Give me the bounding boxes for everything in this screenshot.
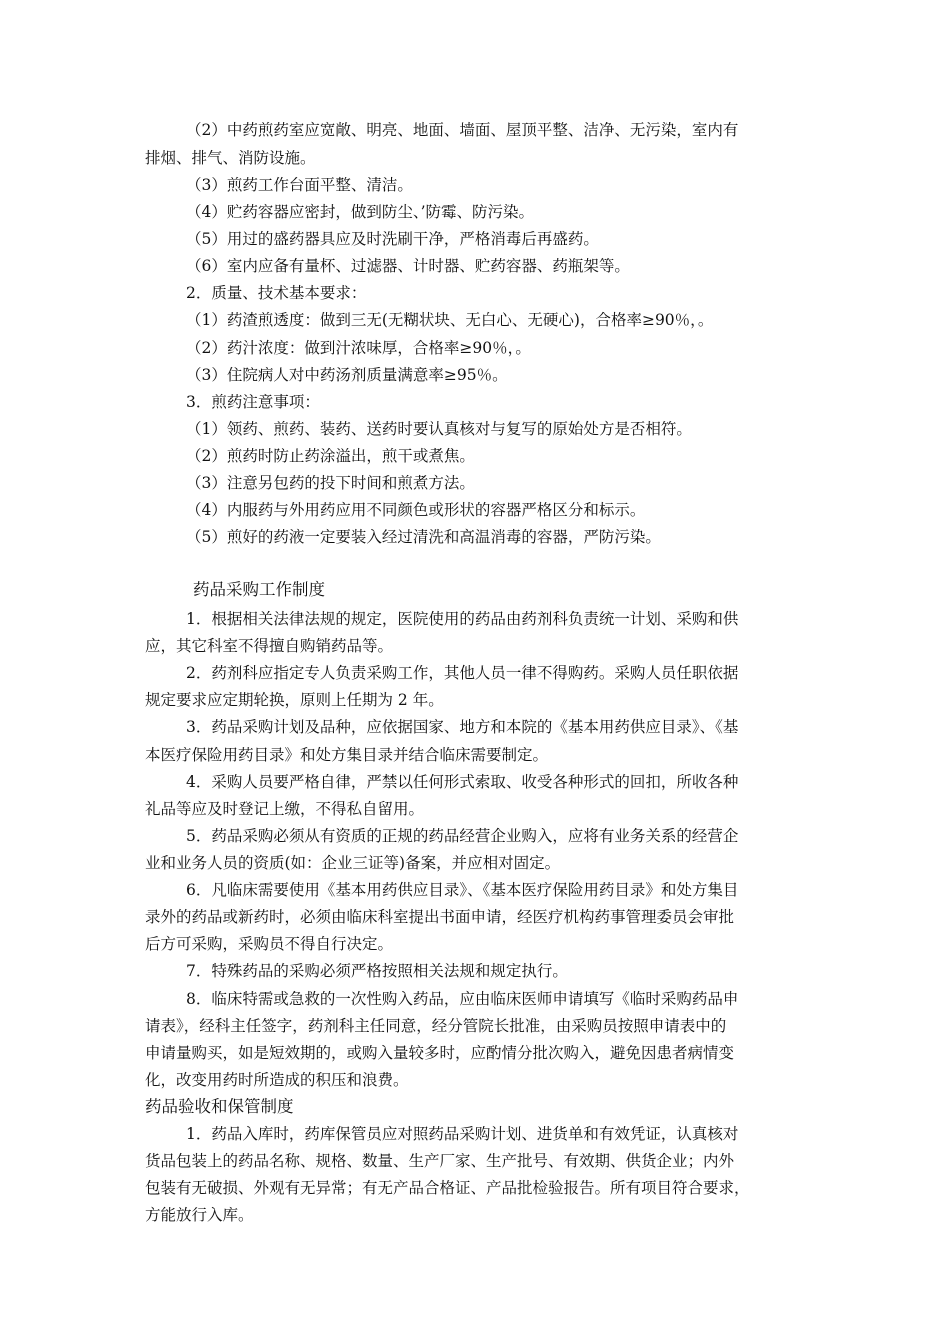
storage-para-1-line-4: 方能放行入库。 <box>145 1206 254 1224</box>
purchase-para-1-line-1: 1．根据相关法律法规的规定，医院使用的药品由药剂科负责统一计划、采购和供 <box>186 610 739 628</box>
purchase-para-6-line-1: 6．凡临床需要使用《基本用药供应目录》、《基本医疗保险用药目录》和处方集目 <box>186 881 739 899</box>
notes-heading: 3．煎药注意事项： <box>186 393 320 411</box>
purchase-para-4-line-2: 礼品等应及时登记上缴，不得私自留用。 <box>145 800 425 818</box>
quality-item-1: （1）药渣煎透度：做到三无(无糊状块、无白心、无硬心)，合格率≥90％，。 <box>186 311 714 329</box>
purchase-title: 药品采购工作制度 <box>193 580 325 599</box>
decoction-item-3: （3）煎药工作台面平整、清洁。 <box>186 176 413 194</box>
decoction-item-2-line-2: 排烟、排气、消防设施。 <box>145 149 316 167</box>
purchase-para-3-line-1: 3．药品采购计划及品种，应依据国家、地方和本院的《基本用药供应目录》、《基 <box>186 718 739 736</box>
quality-item-2: （2）药汁浓度：做到汁浓味厚，合格率≥90％，。 <box>186 339 531 357</box>
notes-item-2: （2）煎药时防止药涂溢出，煎干或煮焦。 <box>186 447 475 465</box>
notes-item-3: （3）注意另包药的投下时间和煎煮方法。 <box>186 474 475 492</box>
purchase-para-7-line-1: 7．特殊药品的采购必须严格按照相关法规和规定执行。 <box>186 962 568 980</box>
purchase-para-5-line-2: 业和业务人员的资质(如：企业三证等)备案，并应相对固定。 <box>145 854 561 872</box>
purchase-para-6-line-3: 后方可采购，采购员不得自行决定。 <box>145 935 394 953</box>
purchase-para-4-line-1: 4．采购人员要严格自律，严禁以任何形式索取、收受各种形式的回扣，所收各种 <box>186 773 739 791</box>
purchase-para-8-line-2: 请表》，经科主任签字，药剂科主任同意，经分管院长批准，由采购员按照申请表中的 <box>145 1017 727 1035</box>
quality-heading: 2．质量、技术基本要求： <box>186 284 367 302</box>
notes-item-1: （1）领药、煎药、装药、送药时要认真核对与复写的原始处方是否相符。 <box>186 420 692 438</box>
purchase-para-8-line-4: 化，改变用药时所造成的积压和浪费。 <box>145 1071 409 1089</box>
purchase-para-3-line-2: 本医疗保险用药目录》和处方集目录并结合临床需要制定。 <box>145 746 549 764</box>
purchase-para-2-line-2: 规定要求应定期轮换，原则上任期为 2 年。 <box>145 691 444 709</box>
quality-item-3: （3）住院病人对中药汤剂质量满意率≥95％。 <box>186 366 508 384</box>
purchase-para-8-line-1: 8．临床特需或急救的一次性购入药品，应由临床医师申请填写《临时采购药品申 <box>186 990 739 1008</box>
notes-item-4: （4）内服药与外用药应用不同颜色或形状的容器严格区分和标示。 <box>186 501 646 519</box>
purchase-para-2-line-1: 2．药剂科应指定专人负责采购工作，其他人员一律不得购药。采购人员任职依据 <box>186 664 739 682</box>
decoction-item-2-line-1: （2）中药煎药室应宽敞、明亮、地面、墙面、屋顶平整、洁净、无污染，室内有 <box>186 121 739 139</box>
storage-para-1-line-2: 货品包装上的药品名称、规格、数量、生产厂家、生产批号、有效期、供货企业；内外 <box>145 1152 735 1170</box>
storage-title: 药品验收和保管制度 <box>145 1097 294 1116</box>
notes-item-5: （5）煎好的药液一定要装入经过清洗和高温消毒的容器，严防污染。 <box>186 528 661 546</box>
storage-para-1-line-1: 1．药品入库时，药库保管员应对照药品采购计划、进货单和有效凭证，认真核对 <box>186 1125 739 1143</box>
purchase-para-6-line-2: 录外的药品或新药时，必须由临床科室提出书面申请，经医疗机构药事管理委员会审批 <box>145 908 735 926</box>
purchase-para-5-line-1: 5．药品采购必须从有资质的正规的药品经营企业购入，应将有业务关系的经营企 <box>186 827 739 845</box>
purchase-para-1-line-2: 应，其它科室不得擅自购销药品等。 <box>145 637 394 655</box>
storage-para-1-line-3: 包装有无破损、外观有无异常；有无产品合格证、产品批检验报告。所有项目符合要求， <box>145 1179 750 1197</box>
purchase-para-8-line-3: 申请量购买，如是短效期的，或购入量较多时，应酌情分批次购入，避免因患者病情变 <box>145 1044 735 1062</box>
decoction-item-6: （6）室内应备有量杯、过滤器、计时器、贮药容器、药瓶架等。 <box>186 257 630 275</box>
decoction-item-5: （5）用过的盛药器具应及时洗刷干净，严格消毒后再盛药。 <box>186 230 599 248</box>
decoction-item-4: （4）贮药容器应密封，做到防尘、’防霉、防污染。 <box>186 203 535 221</box>
